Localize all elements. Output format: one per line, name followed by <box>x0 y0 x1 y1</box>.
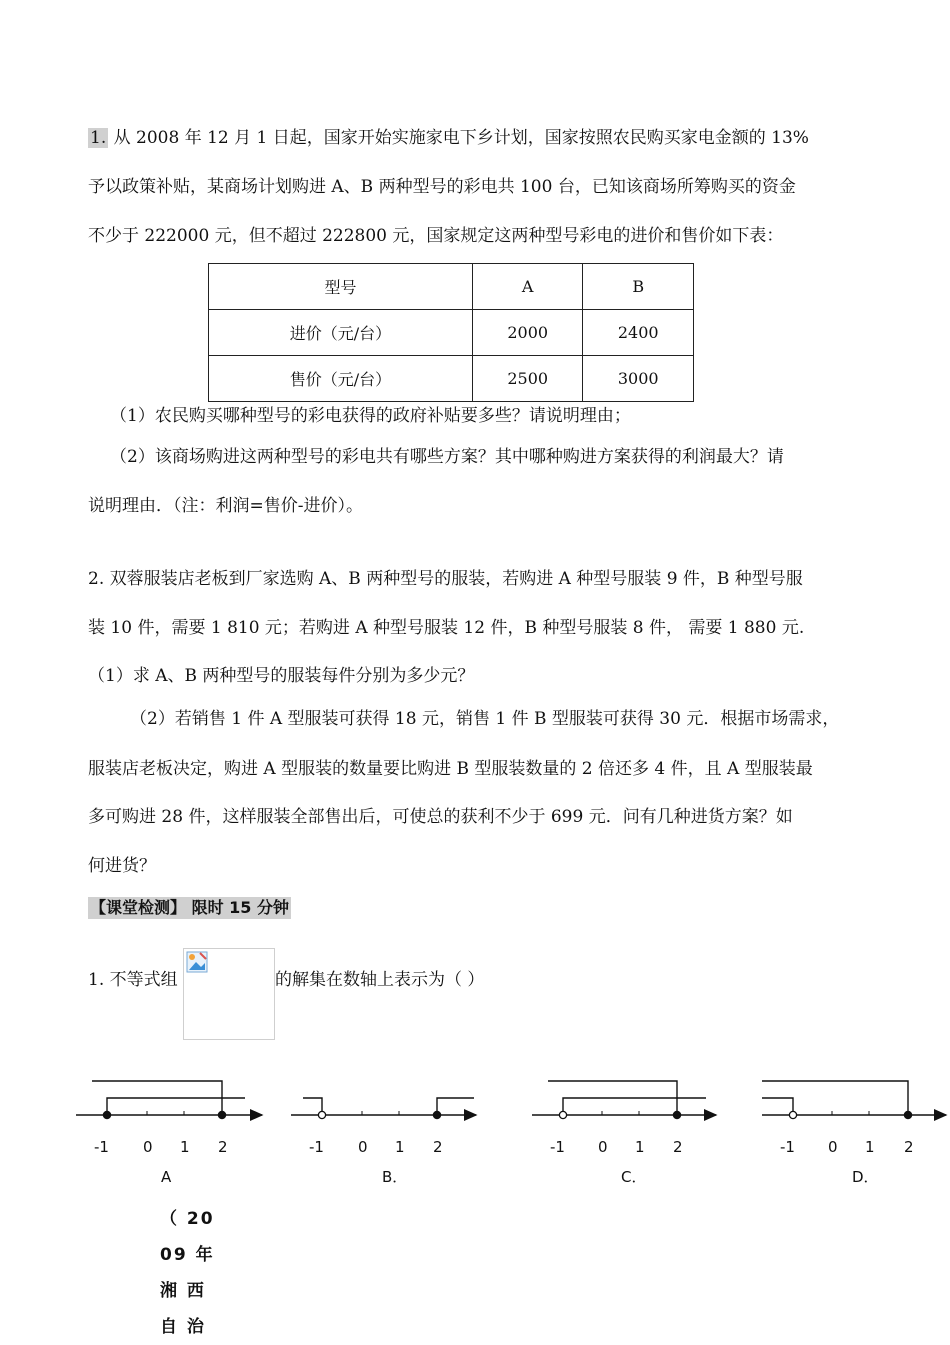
problem2-question2b: 服装店老板决定，购进 A 型服装的数量要比购进 B 型服装数量的 2 倍还多 4 件，且 A 型服装最 <box>88 759 813 779</box>
table-cell: 2500 <box>472 356 583 402</box>
tick-label: 2 <box>904 1138 914 1156</box>
open-endpoint <box>318 1111 325 1118</box>
tick-label: 0 <box>828 1138 838 1156</box>
vertical-note <box>160 1201 215 1345</box>
option-label: A <box>161 1168 172 1186</box>
solution-ray <box>563 1098 706 1115</box>
tick-label: 2 <box>218 1138 228 1156</box>
table-cell: 售价（元/台） <box>209 356 473 402</box>
open-endpoint <box>789 1111 796 1118</box>
table-cell: B <box>583 264 694 310</box>
problem1-question2b: 说明理由．（注：利润=售价-进价）。 <box>88 496 363 516</box>
table-cell: 进价（元/台） <box>209 310 473 356</box>
problem2-line1: 2. 双蓉服装店老板到厂家选购 A、B 两种型号的服装，若购进 A 种型号服装 9 件，B 种型号服 <box>88 569 803 589</box>
option-label: C． <box>621 1168 647 1186</box>
solution-ray <box>762 1098 793 1115</box>
table-cell: 2400 <box>583 310 694 356</box>
closed-endpoint <box>218 1111 225 1118</box>
solution-ray <box>437 1098 474 1115</box>
table-header-row <box>209 264 694 310</box>
tick-label: 0 <box>598 1138 608 1156</box>
broken-image-icon <box>186 951 208 973</box>
problem2-question2a: （2）若销售 1 件 A 型服装可获得 18 元，销售 1 件 B 型服装可获得 30 元．根据市场需求， <box>130 709 840 729</box>
closed-endpoint <box>103 1111 110 1118</box>
problem1-question2a: （2）该商场购进这两种型号的彩电共有哪些方案？其中哪种购进方案获得的利润最大？请 <box>110 447 784 467</box>
tick-label: 1 <box>635 1138 645 1156</box>
closed-endpoint <box>673 1111 680 1118</box>
tick-label: 1 <box>180 1138 190 1156</box>
tick-label: 0 <box>143 1138 153 1156</box>
vertical-note-line: 自 治 <box>160 1317 206 1337</box>
closed-endpoint <box>433 1111 440 1118</box>
problem1-question1: （1）农民购买哪种型号的彩电获得的政府补贴要多些？请说明理由； <box>110 406 631 426</box>
inequality-image-placeholder <box>183 948 275 1040</box>
table-row <box>209 356 694 402</box>
vertical-note-line: 09 年 <box>160 1245 215 1265</box>
tick-label: 1 <box>395 1138 405 1156</box>
problem2-question1: （1）求 A、B 两种型号的服装每件分别为多少元？ <box>88 666 475 686</box>
option-label: B． <box>382 1168 408 1186</box>
number-line-options <box>0 1060 950 1200</box>
problem2-line2: 装 10 件，需要 1 810 元；若购进 A 种型号服装 12 件，B 种型号服装 8 件， 需要 1 880 元. <box>88 618 805 638</box>
table-cell: A <box>472 264 583 310</box>
problem2-question2d: 何进货？ <box>88 856 156 876</box>
tick-label: -1 <box>550 1138 565 1156</box>
table-cell: 型号 <box>209 264 473 310</box>
problem1-line3: 不少于 222000 元，但不超过 222800 元，国家规定这两种型号彩电的进价和售价如下表： <box>88 226 784 246</box>
section-heading: 【课堂检测】 限时 15 分钟 <box>90 898 289 917</box>
open-endpoint <box>559 1111 566 1118</box>
tick-label: -1 <box>780 1138 795 1156</box>
quiz1-prefix: 1. 不等式组 <box>88 970 178 990</box>
table-row <box>209 310 694 356</box>
closed-endpoint <box>904 1111 911 1118</box>
problem1-number: 1. <box>90 128 107 148</box>
vertical-note-line: 湘 西 <box>160 1281 206 1301</box>
problem2-question2c: 多可购进 28 件，这样服装全部售出后，可使总的获利不少于 699 元．问有几种进货方案？如 <box>88 807 793 827</box>
table-cell: 2000 <box>472 310 583 356</box>
quiz1-suffix: 的解集在数轴上表示为（ ） <box>275 970 485 990</box>
problem1-line1: 1. 从 2008 年 12 月 1 日起，国家开始实施家电下乡计划，国家按照农民购买家电金额的 13% <box>90 128 809 148</box>
vertical-note-line: （ 20 <box>160 1209 215 1229</box>
table-cell: 3000 <box>583 356 694 402</box>
tick-label: -1 <box>94 1138 109 1156</box>
tick-label: -1 <box>309 1138 324 1156</box>
tick-label: 2 <box>673 1138 683 1156</box>
tick-label: 1 <box>865 1138 875 1156</box>
problem1-line2: 予以政策补贴，某商场计划购进 A、B 两种型号的彩电共 100 台，已知该商场所筹购买的资金 <box>88 177 796 197</box>
option-label: D． <box>852 1168 879 1186</box>
tick-label: 2 <box>433 1138 443 1156</box>
price-table <box>208 263 694 402</box>
tick-label: 0 <box>358 1138 368 1156</box>
